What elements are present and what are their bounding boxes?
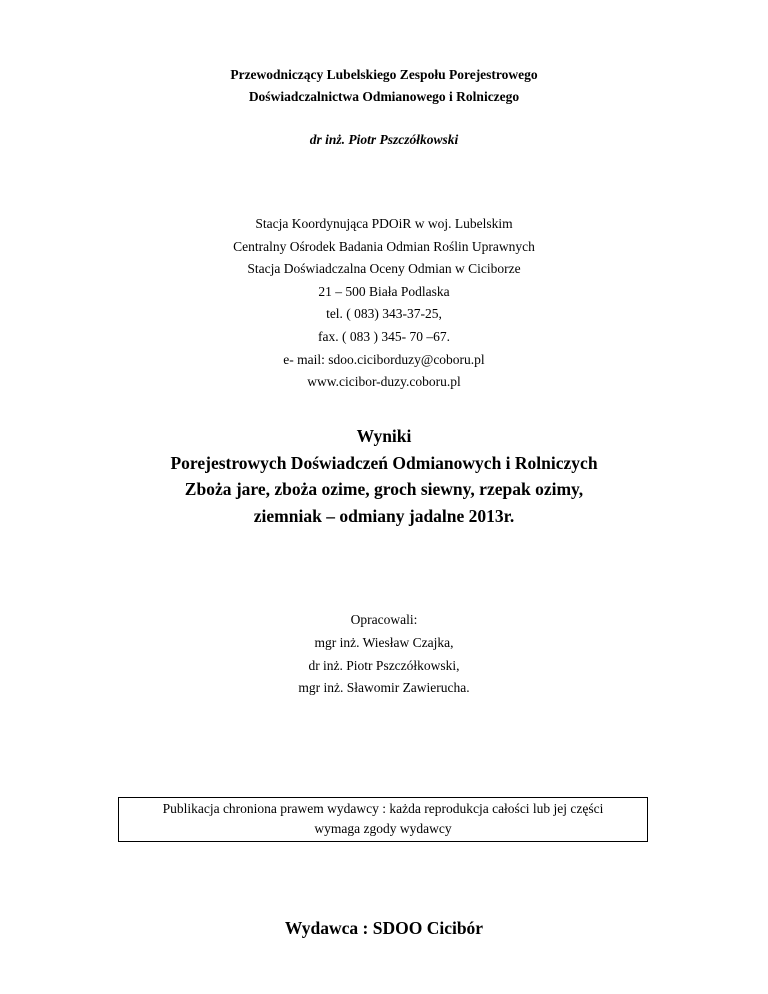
- contact-block: [0, 213, 768, 394]
- contact-center: Centralny Ośrodek Badania Odmian Roślin Uprawnych: [233, 238, 535, 254]
- notice-line-2: wymaga zgody wydawcy: [314, 821, 452, 836]
- title-line-4: ziemniak – odmiany jadalne 2013r.: [253, 505, 515, 526]
- contact-address: 21 – 500 Biała Podlaska: [318, 283, 450, 299]
- organization-line-1: Przewodniczący Lubelskiego Zespołu Porejestrowego: [230, 67, 538, 82]
- organization-line-2: Doświadczalnictwa Odmianowego i Rolniczego: [248, 89, 520, 104]
- organization-header: [0, 64, 768, 108]
- contact-station: Stacja Koordynująca PDOiR w woj. Lubelskim: [255, 216, 513, 231]
- title-line-2: Porejestrowych Doświadczeń Odmianowych i Rolniczych: [170, 452, 598, 473]
- chairman-name: [0, 130, 768, 150]
- authors-heading: Opracowali:: [350, 612, 418, 627]
- authors-block: [0, 609, 768, 700]
- author-2: dr inż. Piotr Pszczółkowski,: [308, 657, 460, 673]
- document-title: [0, 423, 768, 529]
- publisher: [0, 916, 768, 940]
- author-1: mgr inż. Wiesław Czajka,: [314, 634, 454, 650]
- notice-line-1: Publikacja chroniona prawem wydawcy : każda reprodukcja całości lub jej części: [162, 801, 604, 816]
- copyright-notice-box: [118, 797, 648, 842]
- publisher-line: Wydawca : SDOO Cicibór: [284, 918, 484, 938]
- chairman-line: dr inż. Piotr Pszczółkowski: [309, 132, 459, 147]
- contact-experimental-station: Stacja Doświadczalna Oceny Odmian w Ciciborze: [247, 261, 521, 277]
- author-3: mgr inż. Sławomir Zawierucha.: [298, 680, 470, 696]
- contact-website: www.cicibor-duzy.coboru.pl: [307, 374, 461, 390]
- contact-email: e- mail: sdoo.ciciborduzy@coboru.pl: [283, 351, 485, 367]
- title-line-1: Wyniki: [356, 426, 412, 446]
- contact-fax: fax. ( 083 ) 345- 70 –67.: [318, 328, 450, 344]
- title-line-3: Zboża jare, zboża ozime, groch siewny, rzepak ozimy,: [184, 479, 584, 499]
- contact-phone: tel. ( 083) 343-37-25,: [326, 306, 442, 322]
